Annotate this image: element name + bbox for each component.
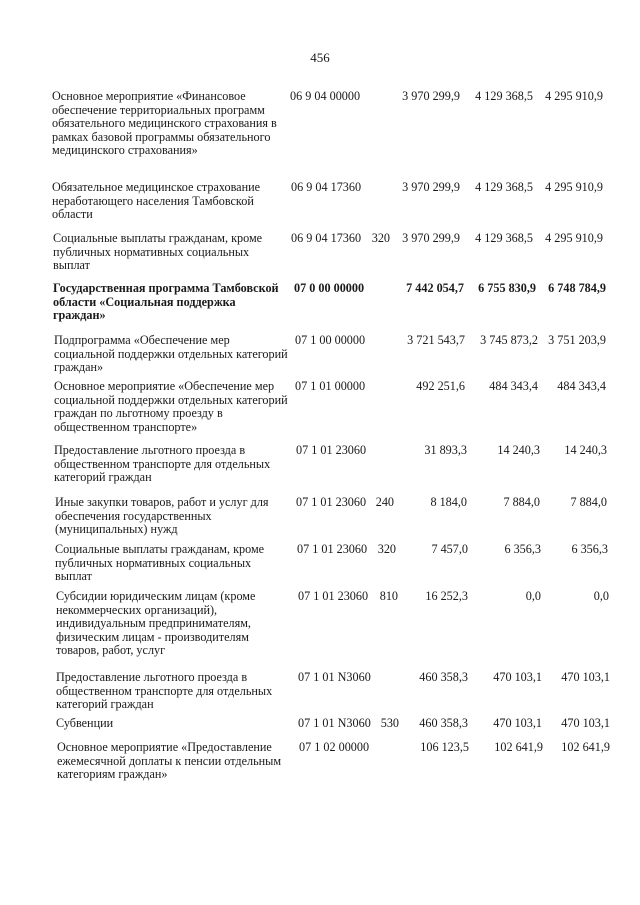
row-value-1: 8 184,0 <box>430 495 467 509</box>
row-code: 07 1 01 23060 <box>296 495 367 509</box>
row-code: 07 1 00 00000 <box>295 333 366 347</box>
row-value-2: 470 103,1 <box>493 670 542 684</box>
row-code: 07 1 01 N3060 <box>298 670 371 684</box>
row-code: 06 9 04 17360 <box>291 231 362 245</box>
row-value-1: 460 358,3 <box>419 670 468 684</box>
row-expense-kind: 320 <box>371 231 390 245</box>
row-expense-kind: 810 <box>379 589 398 603</box>
row-name: Основное мероприятие «Обеспечение мер социальной поддержки отдельных категорий граждан по льготному проезду в общественном транспорте» <box>54 379 288 434</box>
row-code: 06 9 04 00000 <box>290 89 361 103</box>
row-name: Социальные выплаты гражданам, кроме публичных нормативных социальных выплат <box>53 231 263 273</box>
row-value-2: 6 356,3 <box>504 542 541 556</box>
row-value-3: 6 748 784,9 <box>548 281 606 295</box>
row-name: Основное мероприятие «Финансовое обеспечение территориальных программ обязательного медицинского страхования в рамках базовой программы обязательного медицинского страхования» <box>52 89 277 158</box>
row-value-2: 4 129 368,5 <box>475 180 533 194</box>
row-name: Обязательное медицинское страхование неработающего населения Тамбовской области <box>52 180 261 222</box>
row-code: 06 9 04 17360 <box>291 180 362 194</box>
page-number: 456 <box>310 50 330 65</box>
row-code: 07 1 01 23060 <box>296 443 367 457</box>
row-code: 07 1 02 00000 <box>299 740 370 754</box>
row-value-2: 470 103,1 <box>493 716 542 730</box>
row-value-1: 460 358,3 <box>419 716 468 730</box>
row-value-3: 0,0 <box>593 589 609 603</box>
row-name: Субвенции <box>56 716 114 730</box>
row-expense-kind: 320 <box>377 542 396 556</box>
row-value-1: 492 251,6 <box>416 379 465 393</box>
row-value-1: 3 721 543,7 <box>407 333 465 347</box>
row-code: 07 1 01 23060 <box>298 589 369 603</box>
row-value-2: 484 343,4 <box>489 379 538 393</box>
row-value-3: 3 751 203,9 <box>548 333 606 347</box>
row-value-2: 3 745 873,2 <box>480 333 538 347</box>
row-code: 07 0 00 00000 <box>294 281 365 295</box>
row-expense-kind: 240 <box>375 495 394 509</box>
row-value-3: 470 103,1 <box>561 716 610 730</box>
row-value-3: 102 641,9 <box>561 740 610 754</box>
row-value-3: 4 295 910,9 <box>545 231 603 245</box>
row-value-1: 106 123,5 <box>420 740 469 754</box>
row-value-1: 7 442 054,7 <box>406 281 464 295</box>
row-value-3: 484 343,4 <box>557 379 606 393</box>
row-value-3: 470 103,1 <box>561 670 610 684</box>
row-value-2: 6 755 830,9 <box>478 281 536 295</box>
row-value-3: 14 240,3 <box>564 443 607 457</box>
row-name: Иные закупки товаров, работ и услуг для обеспечения государственных (муниципальных) нужд <box>55 495 269 537</box>
row-name: Социальные выплаты гражданам, кроме публичных нормативных социальных выплат <box>55 542 265 584</box>
row-value-1: 16 252,3 <box>425 589 468 603</box>
row-value-2: 4 129 368,5 <box>475 231 533 245</box>
row-value-1: 3 970 299,9 <box>402 231 460 245</box>
row-value-3: 4 295 910,9 <box>545 180 603 194</box>
row-name: Субсидии юридическим лицам (кроме некоммерческих организаций), индивидуальным предпринимателям, физическим лицам - производителям товаров, работ, услуг <box>56 589 256 658</box>
row-code: 07 1 01 23060 <box>297 542 368 556</box>
row-value-3: 7 884,0 <box>570 495 607 509</box>
row-name: Предоставление льготного проезда в общественном транспорте для отдельных категорий граждан <box>56 670 273 712</box>
row-value-2: 0,0 <box>525 589 541 603</box>
row-value-2: 7 884,0 <box>503 495 540 509</box>
row-value-3: 6 356,3 <box>571 542 608 556</box>
row-value-2: 14 240,3 <box>497 443 540 457</box>
row-name: Государственная программа Тамбовской области «Социальная поддержка граждан» <box>53 281 279 323</box>
row-value-2: 4 129 368,5 <box>475 89 533 103</box>
row-value-2: 102 641,9 <box>494 740 543 754</box>
row-name: Предоставление льготного проезда в общественном транспорте для отдельных категорий граждан <box>54 443 271 485</box>
row-value-1: 7 457,0 <box>431 542 468 556</box>
row-code: 07 1 01 N3060 <box>298 716 371 730</box>
row-value-1: 31 893,3 <box>424 443 467 457</box>
row-name: Подпрограмма «Обеспечение мер социальной поддержки отдельных категорий граждан» <box>54 333 288 375</box>
row-value-3: 4 295 910,9 <box>545 89 603 103</box>
row-code: 07 1 01 00000 <box>295 379 366 393</box>
row-name: Основное мероприятие «Предоставление ежемесячной доплаты к пенсии отдельным категориям граждан» <box>57 740 282 782</box>
row-expense-kind: 530 <box>380 716 399 730</box>
row-value-1: 3 970 299,9 <box>402 89 460 103</box>
row-value-1: 3 970 299,9 <box>402 180 460 194</box>
